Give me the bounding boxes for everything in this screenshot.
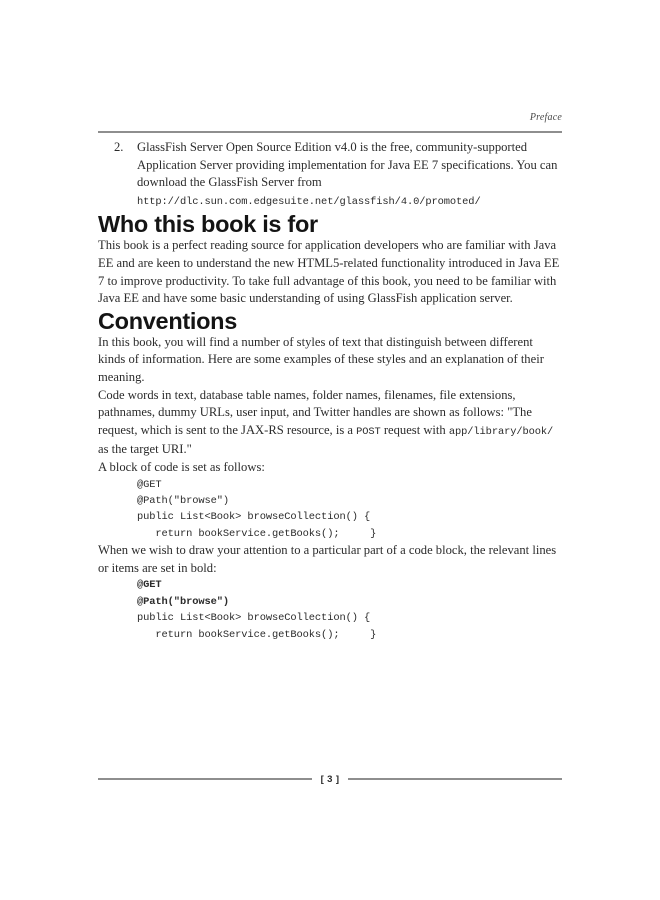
code-line: @Path("browse"): [137, 494, 230, 507]
glassfish-download-url[interactable]: http://dlc.sun.com.edgesuite.net/glassfish/4.0/promoted/: [137, 195, 481, 208]
header-rule: [98, 131, 562, 133]
paragraph-conventions-intro: In this book, you will find a number of styles of text that distinguish between different kinds of information. Here are some examples of these styles and an explanation of their meaning.: [98, 334, 544, 384]
page-footer: [98, 770, 562, 788]
paragraph-block-of-code-intro: A block of code is set as follows:: [98, 459, 265, 474]
inline-code-resource-path: app/library/book/: [448, 425, 554, 438]
code-line: @GET: [137, 478, 162, 491]
code-line: return bookService.getBooks(); }: [137, 628, 377, 641]
inline-code-post: POST: [356, 425, 381, 438]
section-heading-who-this-book-is-for: Who this book is for: [98, 211, 318, 238]
code-block-plain: [98, 477, 562, 543]
code-words-intro-text: Code words in text, database table names, folder names, filenames, file extensions, pathnames, dummy URLs, user input, and Twitter handles are shown as follows:: [98, 387, 516, 420]
code-words-quote-part3: as the target URI.": [98, 442, 192, 457]
page-content: [98, 139, 562, 643]
code-line-bold: @GET: [137, 579, 162, 592]
running-head-preface: Preface: [529, 112, 562, 123]
code-line-bold: @Path("browse"): [137, 595, 230, 608]
list-item: [98, 139, 562, 211]
page-number: [ 3 ]: [320, 773, 340, 785]
code-words-quote-part1: "The request, which is sent to the JAX-RS resource, is a: [98, 405, 532, 437]
list-item-marker: 2.: [114, 140, 124, 154]
list-item-text: GlassFish Server Open Source Edition v4.0 is the free, community-supported Application Server providing implementation for Java EE 7 specifications. You can download the GlassFish Server from: [137, 140, 558, 190]
list-item-body: [137, 139, 562, 211]
paragraph-bold-code-intro: When we wish to draw your attention to a particular part of a code block, the relevant lines or items are set in bold:: [98, 543, 557, 575]
paragraph-who-this-book-is-for: This book is a perfect reading source for application developers who are familiar with Java EE and are keen to understand the new HTML5-related functionality introduced in Java EE 7 to improve productivity. To take full advantage of this book, you need to be familiar with Java EE and have some basic understanding of using GlassFish application server.: [98, 238, 560, 306]
footer-rule-left: [98, 778, 312, 780]
code-block-bold-highlight: [98, 577, 562, 643]
footer-rule-right: [348, 778, 562, 780]
code-words-quote-part2: request with: [380, 422, 449, 437]
code-line: public List<Book> browseCollection() {: [137, 612, 371, 625]
paragraph-code-words: [98, 387, 562, 459]
code-line: public List<Book> browseCollection() {: [137, 511, 371, 524]
section-heading-conventions: Conventions: [98, 307, 238, 334]
code-line: return bookService.getBooks(); }: [137, 527, 377, 540]
